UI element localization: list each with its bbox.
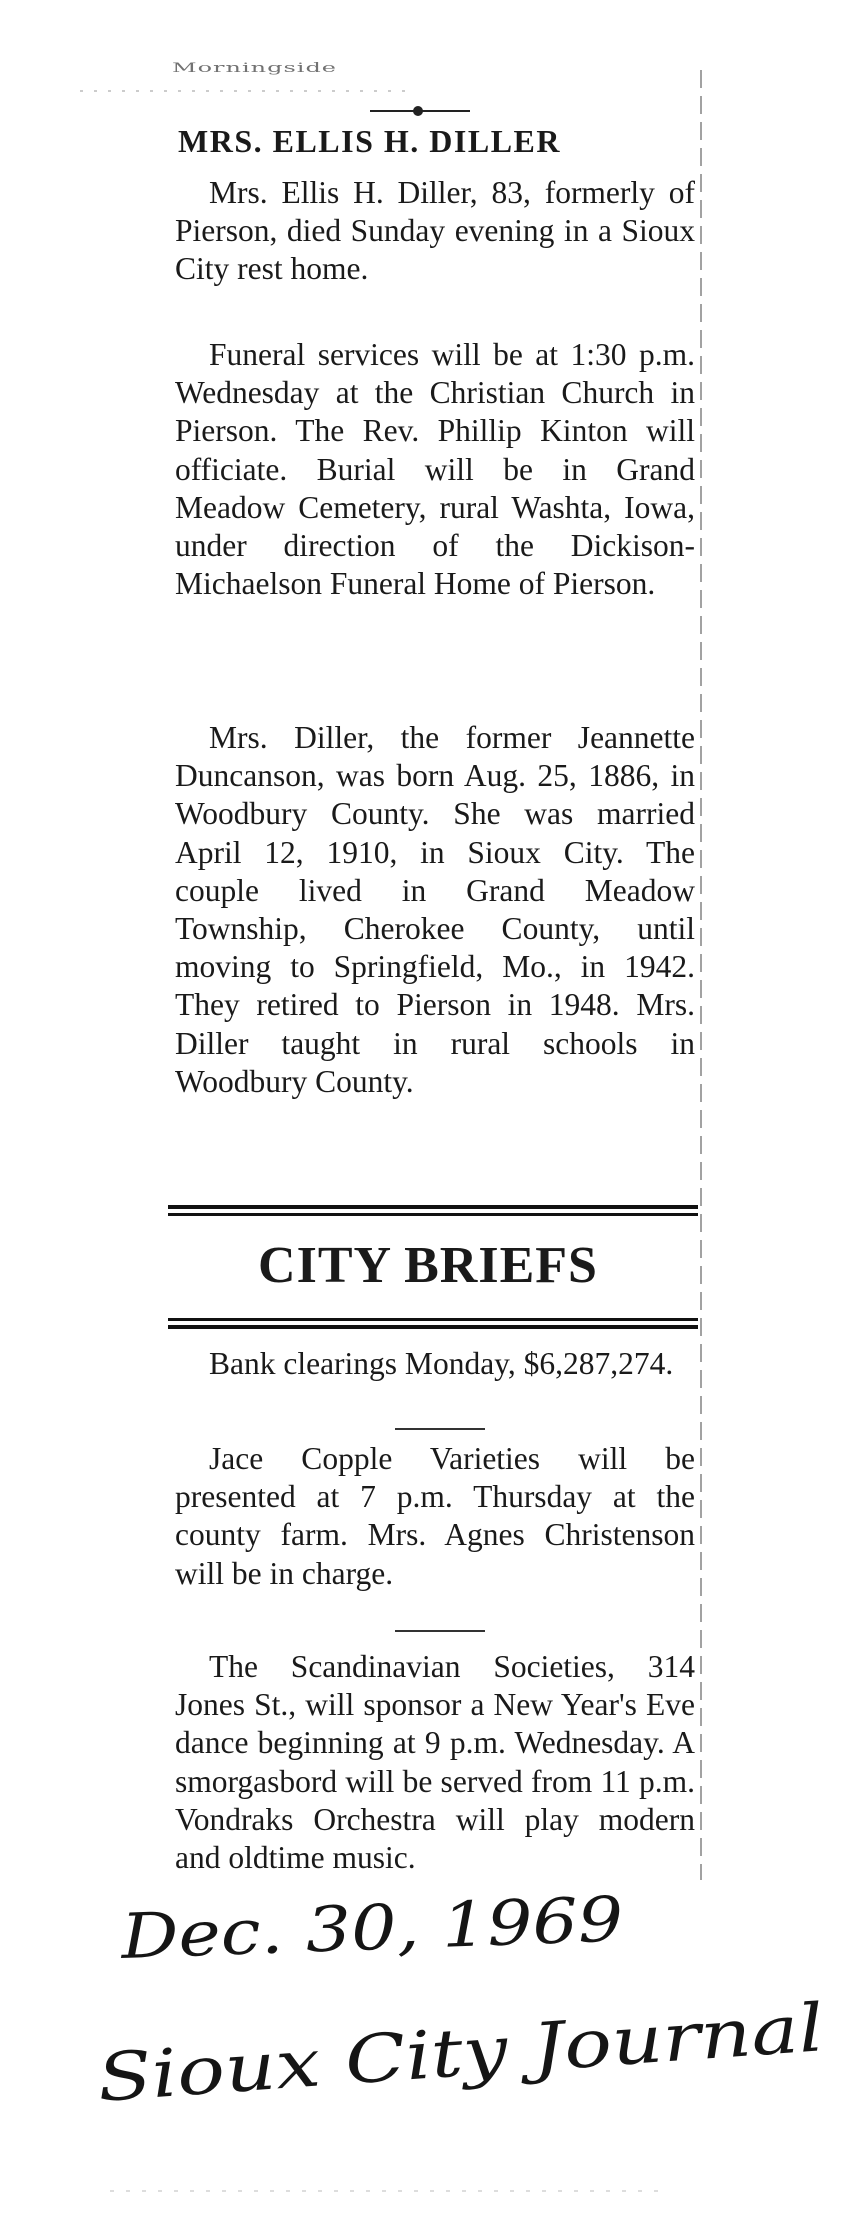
brief-separator-2 <box>395 1630 485 1632</box>
city-briefs-heading: CITY BRIEFS <box>258 1237 598 1294</box>
top-scan-noise <box>80 90 410 92</box>
section-double-rule-bottom-a <box>168 1318 698 1321</box>
section-double-rule-top-b <box>168 1213 698 1216</box>
city-brief-item-2: Jace Copple Varieties will be presented at 7 p.m. Thursday at the county farm. Mrs. Agnes Christenson will be in charge. <box>175 1441 695 1591</box>
obituary-paragraph-2: Funeral services will be at 1:30 p.m. Wednesday at the Christian Church in Pierson. The Rev. Phillip Kinton will officiate. Burial will be in Grand Meadow Cemetery, rural Washta, Iowa, under direction of the Dickison-Michaelson Funeral Home of Pierson. <box>175 337 695 602</box>
brief-separator-1 <box>395 1428 485 1430</box>
obituary-paragraph-1: Mrs. Ellis H. Diller, 83, formerly of Pierson, died Sunday evening in a Sioux City rest home. <box>175 175 695 287</box>
city-brief-item-3: The Scandinavian Societies, 314 Jones St., will sponsor a New Year's Eve dance beginning at 9 p.m. Wednesday. A smorgasbord will be served from 11 p.m. Vondraks Orchestra will play modern and oldtime music. <box>175 1649 695 1876</box>
section-double-rule-top-a <box>168 1205 698 1209</box>
ornament-dot <box>413 106 423 116</box>
city-brief-item-1: Bank clearings Monday, $6,287,274. <box>209 1346 674 1381</box>
top-cut-fragment: Morningside <box>172 60 338 76</box>
column-edge-line <box>700 70 702 1880</box>
obituary-headline: MRS. ELLIS H. DILLER <box>178 123 561 159</box>
obituary-paragraph-3: Mrs. Diller, the former Jeannette Duncanson, was born Aug. 25, 1886, in Woodbury County. She was married April 12, 1910, in Sioux City. The couple lived in Grand Meadow Township, Cherokee County, until moving to Springfield, Mo., in 1942. They retired to Pierson in 1948. Mrs. Diller taught in rural schools in Woodbury County. <box>175 720 695 1099</box>
handwritten-date: Dec. 30, 1969 <box>120 1882 625 1973</box>
section-double-rule-bottom-b <box>168 1325 698 1329</box>
bottom-scan-noise <box>110 2190 670 2192</box>
handwritten-publication: Sioux City Journal <box>95 1989 827 2117</box>
